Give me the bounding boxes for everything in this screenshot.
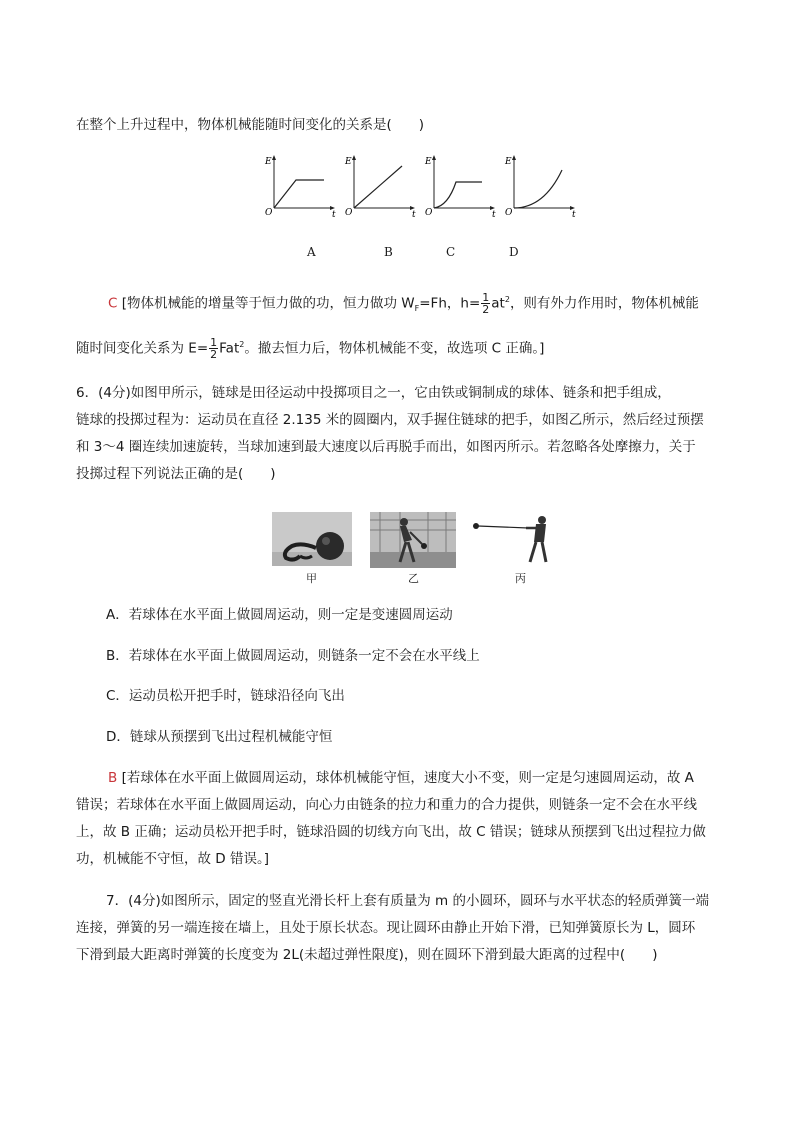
photo-athlete-grip xyxy=(370,512,456,568)
photo-label-yi: 乙 xyxy=(408,572,419,585)
graph-b xyxy=(342,152,422,218)
answer5-text-c: at xyxy=(491,295,505,312)
answer6-line3: 上，故 B 正确；运动员松开把手时，链球沿圆的切线方向飞出，故 C 错误；链球从预摆到飞出过程拉力做 xyxy=(76,824,706,840)
q7-line3: 下滑到最大距离时弹簧的长度变为 2L(未超过弹性限度)，则在圆环下滑到最大距离的过程中( ) xyxy=(76,947,658,963)
answer5-line2-sup: 2 xyxy=(239,340,245,349)
q6-line2: 链球的投掷过程为：运动员在直径 2.135 米的圆圈内，双手握住链球的把手，如图乙所示，然后经过预摆 xyxy=(76,412,704,428)
graph-a xyxy=(262,152,342,218)
q7-line2: 连接，弹簧的另一端连接在墙上，且处于原长状态。现让圆环由静止开始下滑，已知弹簧原长为 L，圆环 xyxy=(76,920,696,936)
graph-c-x-label: t xyxy=(492,210,496,218)
q7-line1: 7．(4分)如图所示，固定的竖直光滑长杆上套有质量为 m 的小圆环，圆环与水平状态的轻质弹簧一端 xyxy=(106,893,709,909)
graph-c-y-label: E xyxy=(425,157,432,167)
option-label-d: D xyxy=(509,245,519,259)
graph-b-y-label: E xyxy=(345,157,352,167)
option-label-b: B xyxy=(384,245,393,259)
answer5-line2-c: 。撤去恒力后，物体机械能不变，故选项 C 正确。] xyxy=(244,340,545,357)
photo-athlete-release xyxy=(472,512,552,568)
q6-line4: 投掷过程下列说法正确的是( ) xyxy=(76,466,276,482)
graph-b-origin: O xyxy=(345,208,353,218)
answer5-sup: 2 xyxy=(504,295,510,304)
graph-d-x-label: t xyxy=(572,210,576,218)
q6-option-b: B．若球体在水平面上做圆周运动，则链条一定不会在水平线上 xyxy=(106,648,480,664)
graph-c xyxy=(422,152,502,218)
graph-a-y-label: E xyxy=(265,157,272,167)
answer5-line2-b: Fat xyxy=(219,340,240,357)
answer5-line2 xyxy=(76,335,544,360)
graph-d-origin: O xyxy=(505,208,513,218)
answer5-text-b: =Fh，h= xyxy=(419,295,481,312)
graph-a-origin: O xyxy=(265,208,273,218)
q6-option-a: A．若球体在水平面上做圆周运动，则一定是变速圆周运动 xyxy=(106,607,453,623)
answer6-line4: 功，机械能不守恒，故 D 错误。] xyxy=(76,851,269,867)
q6-option-d: D．链球从预摆到飞出过程机械能守恒 xyxy=(106,729,333,745)
graph-d xyxy=(502,152,582,218)
answer5-line1 xyxy=(108,290,699,319)
q5-stem: 在整个上升过程中，物体机械能随时间变化的关系是( ) xyxy=(76,117,425,133)
graph-a-x-label: t xyxy=(332,210,336,218)
answer5-letter: C xyxy=(108,295,118,312)
graph-d-y-label: E xyxy=(505,157,512,167)
answer5-text-d: ，则有外力作用时，物体机械能 xyxy=(509,295,699,312)
graph-b-x-label: t xyxy=(412,210,416,218)
answer6-text-1: [若球体在水平面上做圆周运动，球体机械能守恒，速度大小不变，则一定是匀速圆周运动，故 A xyxy=(121,770,694,786)
option-label-c: C xyxy=(446,245,456,259)
answer5-fraction: $\frac{1}{2}$ xyxy=(482,291,490,316)
answer5-fraction-2: $\frac{1}{2}$ xyxy=(210,336,218,361)
answer6-letter: B xyxy=(108,770,118,786)
answer6-line2: 错误；若球体在水平面上做圆周运动，向心力由链条的拉力和重力的合力提供，则链条一定不会在水平线 xyxy=(76,797,697,813)
option-label-a: A xyxy=(307,245,316,259)
graph-c-origin: O xyxy=(425,208,433,218)
answer5-line2-a: 随时间变化关系为 E= xyxy=(76,340,209,357)
photo-label-bing: 丙 xyxy=(515,572,526,585)
q6-line1: 6．(4分)如图甲所示，链球是田径运动中投掷项目之一，它由铁或铜制成的球体、链条和把手组成， xyxy=(76,385,671,401)
answer5-text-a: [物体机械能的增量等于恒力做的功，恒力做功 W xyxy=(121,295,415,312)
answer6-line1 xyxy=(108,768,694,788)
answer5-sub-f: F xyxy=(414,304,420,314)
photo-hammer-ball xyxy=(272,512,352,566)
q6-line3: 和 3～4 圈连续加速旋转，当球加速到最大速度以后再脱手而出，如图丙所示。若忽略各处摩擦力，关于 xyxy=(76,439,696,455)
q6-option-c: C．运动员松开把手时，链球沿径向飞出 xyxy=(106,688,345,704)
photo-label-jia: 甲 xyxy=(306,572,317,585)
